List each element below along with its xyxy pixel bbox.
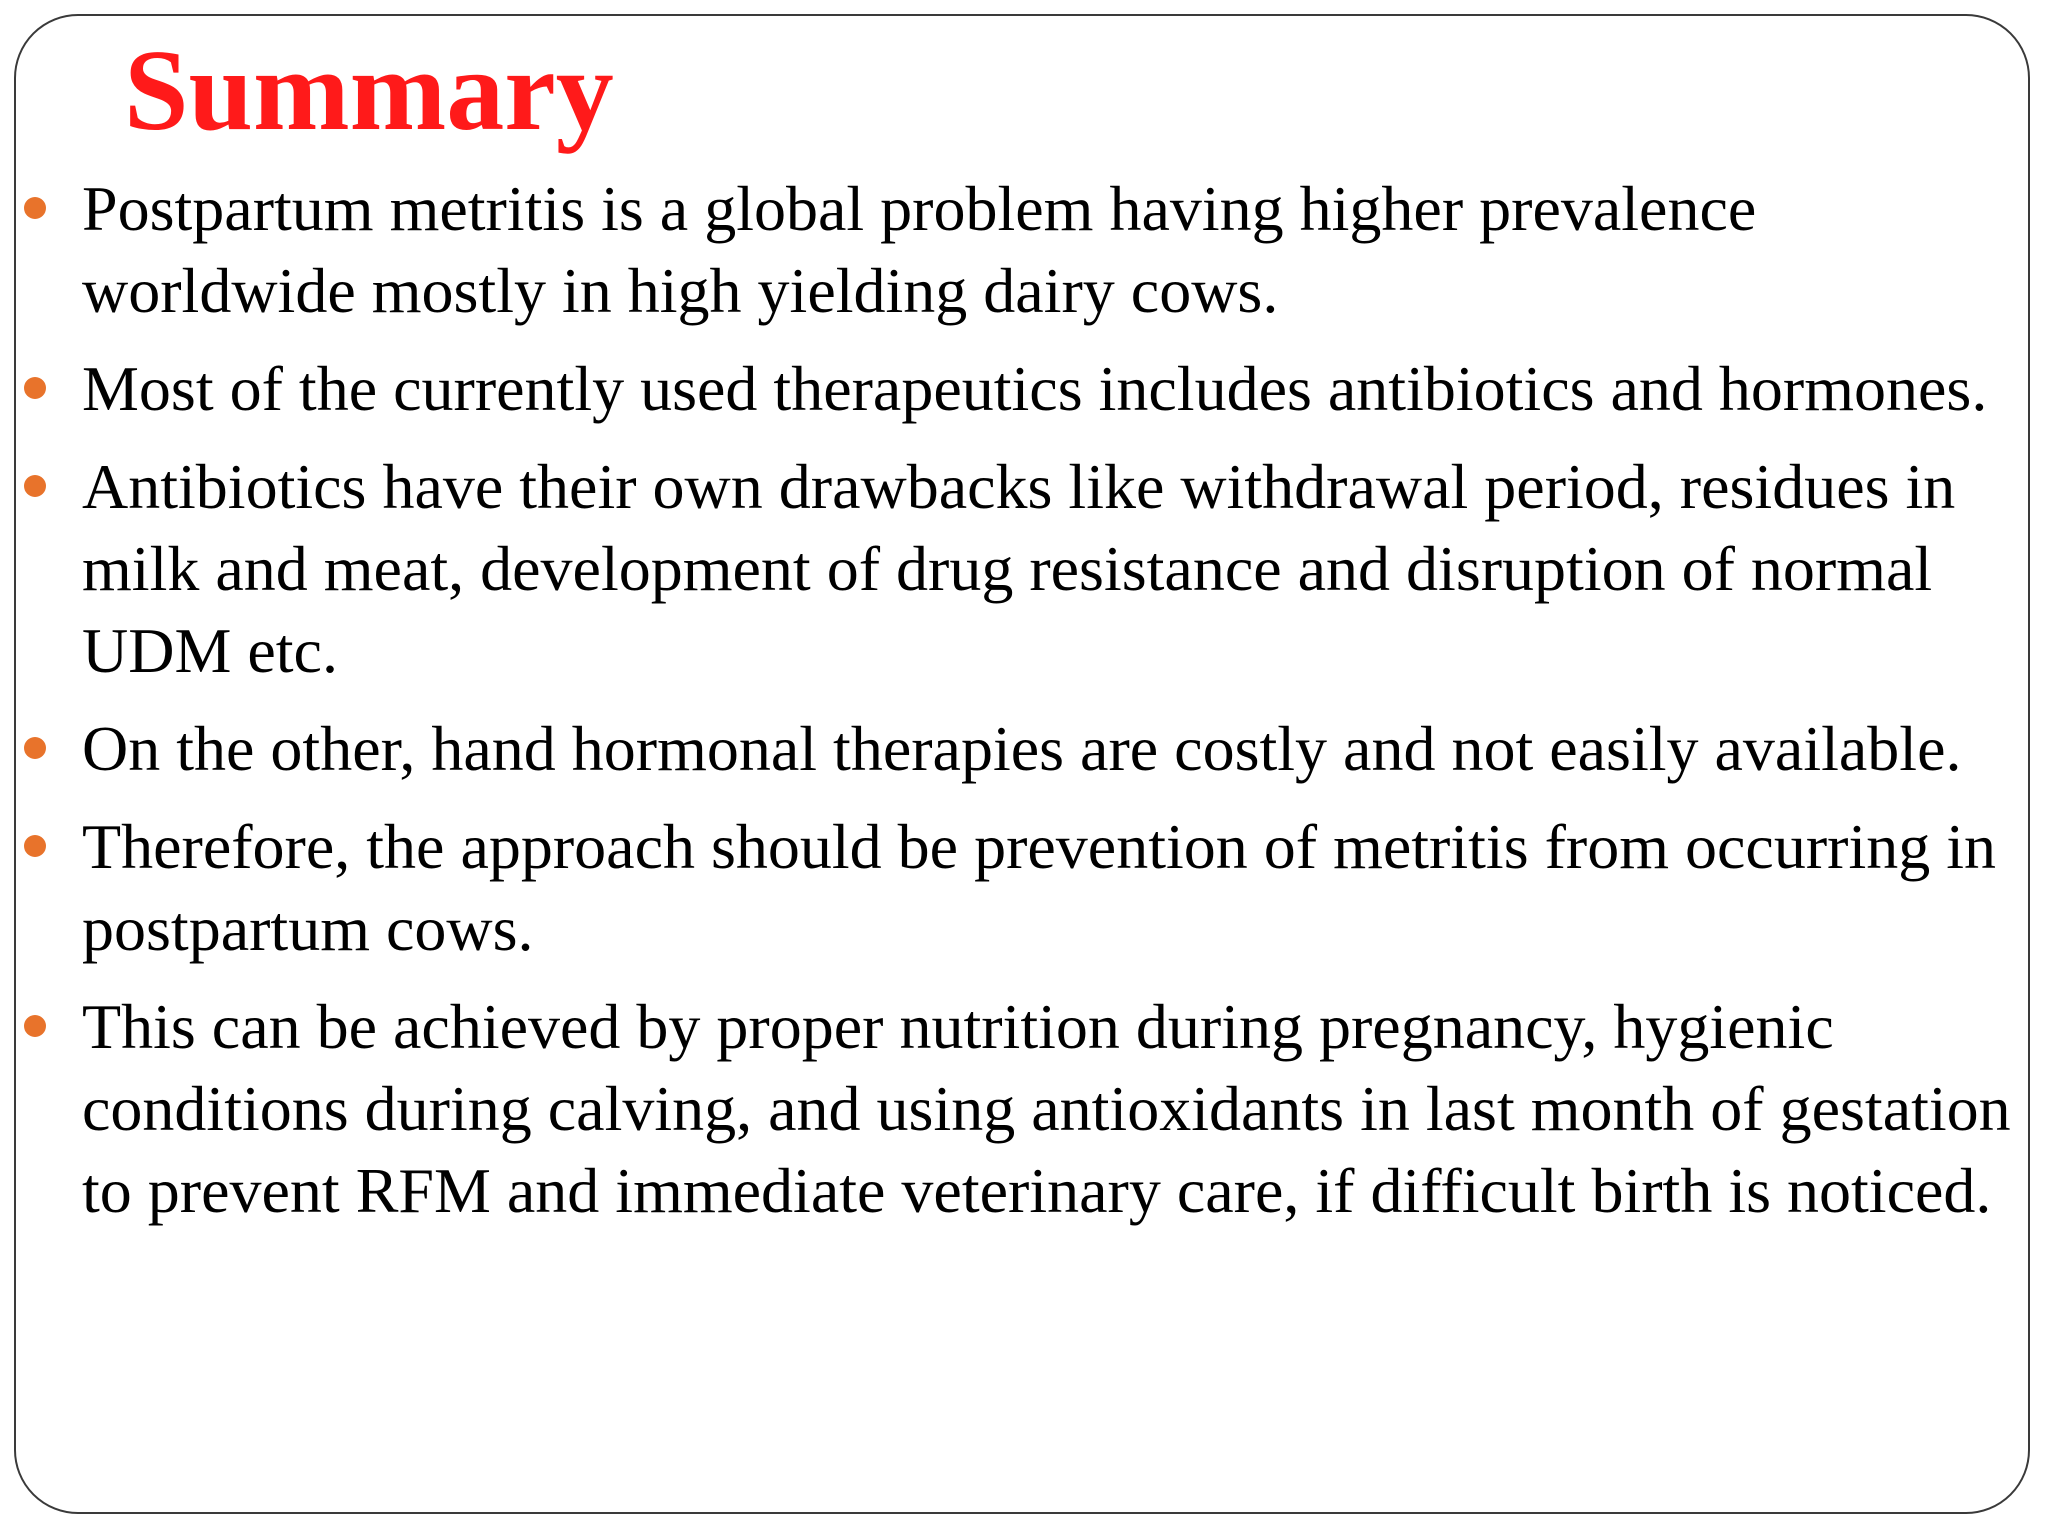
bullet-dot-icon bbox=[24, 197, 46, 219]
bullet-text: On the other, hand hormonal therapies are costly and not easily available. bbox=[82, 713, 1962, 784]
bullet-text: Most of the currently used therapeutics includes antibiotics and hormones. bbox=[82, 353, 1988, 424]
bullet-dot-icon bbox=[24, 377, 46, 399]
bullet-text: Therefore, the approach should be prevention of metritis from occurring in postpartum cows. bbox=[82, 811, 1996, 964]
bullet-list bbox=[82, 168, 2022, 1248]
bullet-dot-icon bbox=[24, 835, 46, 857]
bullet-item bbox=[82, 806, 2022, 970]
slide-title: Summary bbox=[124, 27, 614, 155]
bullet-text: Antibiotics have their own drawbacks like withdrawal period, residues in milk and meat, development of drug resistance and disruption of normal UDM etc. bbox=[82, 451, 1956, 686]
bullet-text: Postpartum metritis is a global problem having higher prevalence worldwide mostly in high yielding dairy cows. bbox=[82, 173, 1757, 326]
bullet-dot-icon bbox=[24, 475, 46, 497]
bullet-item bbox=[82, 986, 2022, 1232]
bullet-item bbox=[82, 348, 2022, 430]
bullet-text: This can be achieved by proper nutrition during pregnancy, hygienic conditions during calving, and using antioxidants in last month of gestation to prevent RFM and immediate veterinary care, if difficult birth is noticed. bbox=[82, 991, 2011, 1226]
bullet-item bbox=[82, 168, 2022, 332]
bullet-dot-icon bbox=[24, 1015, 46, 1037]
bullet-dot-icon bbox=[24, 737, 46, 759]
bullet-item bbox=[82, 708, 2022, 790]
bullet-item bbox=[82, 446, 2022, 692]
